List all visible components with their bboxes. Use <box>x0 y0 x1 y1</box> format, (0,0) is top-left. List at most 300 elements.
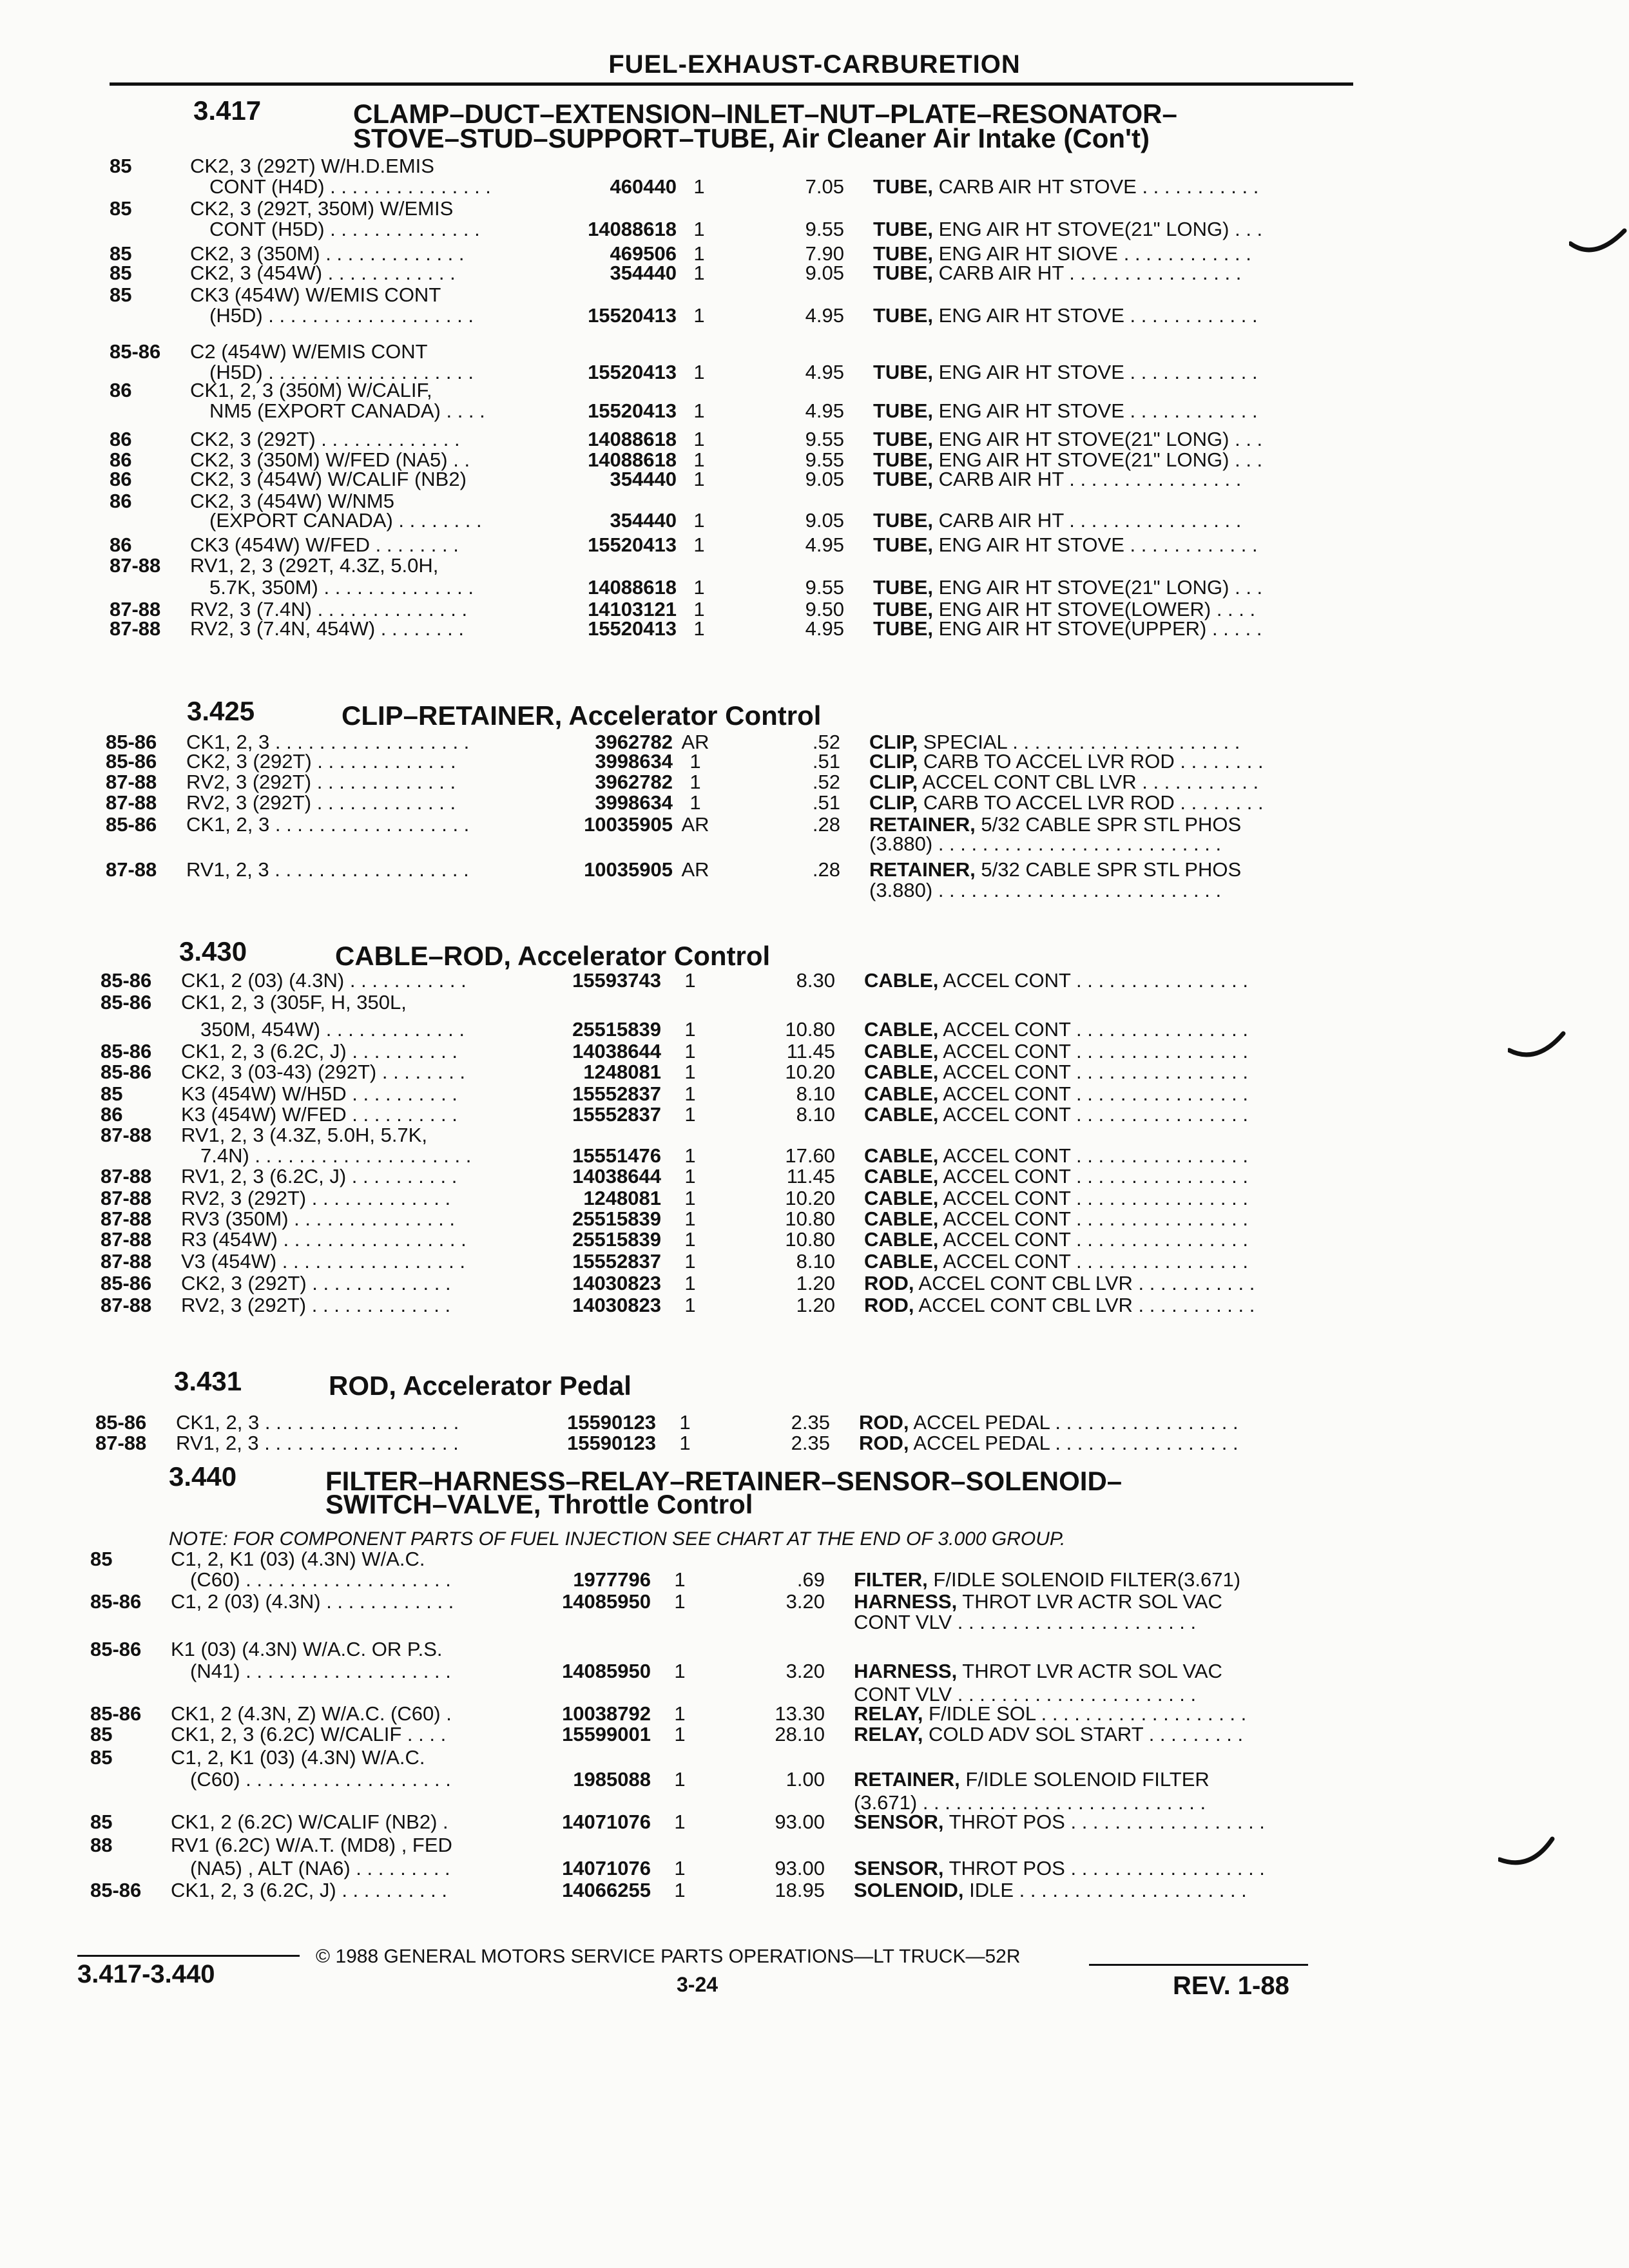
part-description-detail: ACCEL CONT . . . . . . . . . . . . . . . . <box>938 1250 1248 1273</box>
model-application: RV1, 2, 3 (6.2C, J) . . . . . . . . . . <box>181 1165 458 1187</box>
model-application: RV1 (6.2C) W/A.T. (MD8) , FED <box>171 1834 452 1856</box>
model-year: 87-88 <box>101 1124 152 1146</box>
price: 9.55 <box>805 448 844 471</box>
model-year: 85-86 <box>106 813 157 836</box>
part-description-noun: RETAINER, <box>854 1768 960 1791</box>
part-description-detail: ENG AIR HT STOVE(21" LONG) . . . <box>933 218 1263 240</box>
model-year: 85-86 <box>106 750 157 773</box>
model-application: 350M, 454W) . . . . . . . . . . . . . <box>200 1018 465 1041</box>
section-number: 3.431 <box>174 1366 242 1396</box>
part-description-detail: THROT POS . . . . . . . . . . . . . . . . . . <box>943 1811 1265 1833</box>
section-title: CABLE–ROD, Accelerator Control <box>335 941 771 971</box>
price: 7.90 <box>805 242 844 265</box>
model-application: CK1, 2 (6.2C) W/CALIF (NB2) . <box>171 1811 448 1833</box>
quantity: AR <box>681 731 709 753</box>
section-title: CLIP–RETAINER, Accelerator Control <box>342 700 822 731</box>
part-description-noun: TUBE, <box>873 304 933 327</box>
part-description-noun: TUBE, <box>873 617 933 640</box>
quantity: 1 <box>693 218 705 240</box>
model-application: K1 (03) (4.3N) W/A.C. OR P.S. <box>171 1638 443 1660</box>
part-description-detail: ACCEL CONT . . . . . . . . . . . . . . . . <box>938 1082 1248 1105</box>
part-description <box>859 1411 1239 1434</box>
quantity: 1 <box>684 1103 696 1126</box>
model-application: RV2, 3 (292T) . . . . . . . . . . . . . <box>181 1294 451 1316</box>
part-description-detail: CARB TO ACCEL LVR ROD . . . . . . . . <box>918 750 1264 773</box>
footer-copyright: © 1988 GENERAL MOTORS SERVICE PARTS OPERATIONS—LT TRUCK—52R <box>316 1946 1021 1967</box>
model-application: CK1, 2 (03) (4.3N) . . . . . . . . . . . <box>181 969 467 992</box>
quantity: 1 <box>693 175 705 198</box>
quantity: AR <box>681 813 709 836</box>
part-description-detail: CARB AIR HT . . . . . . . . . . . . . . . . <box>933 468 1242 490</box>
footer-rule-right <box>1089 1964 1308 1966</box>
model-application: CK2, 3 (350M) W/FED (NA5) . . <box>190 448 470 471</box>
price: 10.80 <box>785 1207 835 1230</box>
part-description-noun: TUBE, <box>873 218 933 240</box>
part-number: 14071076 <box>562 1857 651 1879</box>
part-description <box>864 1165 1248 1188</box>
quantity: 1 <box>684 1061 696 1083</box>
model-application: CK3 (454W) W/EMIS CONT <box>190 284 441 306</box>
part-description-noun: CLIP, <box>869 750 918 773</box>
part-description-detail: F/IDLE SOLENOID FILTER <box>959 1768 1210 1791</box>
part-description-detail: F/IDLE SOLENOID FILTER(3.671) <box>927 1568 1241 1591</box>
part-description <box>864 1207 1248 1231</box>
model-application: RV2, 3 (292T) . . . . . . . . . . . . . <box>186 771 456 793</box>
part-number: 1985088 <box>573 1768 651 1791</box>
part-description-noun: TUBE, <box>873 448 933 471</box>
model-year: 87-88 <box>101 1165 152 1187</box>
model-year: 87-88 <box>106 791 157 814</box>
part-number: 15520413 <box>588 533 677 556</box>
price: .28 <box>812 813 840 836</box>
quantity: 1 <box>693 576 705 599</box>
part-number: 354440 <box>610 262 677 284</box>
price: .69 <box>796 1568 825 1591</box>
price: 8.10 <box>796 1082 835 1105</box>
part-description-noun: TUBE, <box>873 533 933 556</box>
part-number: 3998634 <box>595 750 673 773</box>
price: 28.10 <box>775 1723 825 1745</box>
quantity: 1 <box>679 1411 691 1434</box>
part-description-detail: ACCEL CONT CBL LVR . . . . . . . . . . . <box>918 771 1259 793</box>
part-description-detail: ACCEL CONT . . . . . . . . . . . . . . . . <box>938 1165 1248 1187</box>
quantity: 1 <box>693 242 705 265</box>
model-year: 85 <box>110 284 132 306</box>
part-description-noun: HARNESS, <box>854 1660 958 1682</box>
quantity: 1 <box>684 1187 696 1209</box>
price: 4.95 <box>805 399 844 422</box>
part-description <box>864 1040 1248 1063</box>
price: 4.95 <box>805 617 844 640</box>
model-year: 85-86 <box>106 731 157 753</box>
price: 9.55 <box>805 576 844 599</box>
part-description <box>854 1811 1265 1834</box>
part-number: 14030823 <box>572 1294 661 1316</box>
part-description-detail: CARB AIR HT . . . . . . . . . . . . . . . . <box>933 262 1242 284</box>
section-note: NOTE: FOR COMPONENT PARTS OF FUEL INJECTION SEE CHART AT THE END OF 3.000 GROUP. <box>169 1528 1066 1550</box>
part-description <box>854 1857 1265 1880</box>
price: .51 <box>812 791 840 814</box>
part-description <box>873 428 1262 451</box>
price: 8.10 <box>796 1103 835 1126</box>
price: 2.35 <box>791 1432 830 1454</box>
part-description-detail: THROT LVR ACTR SOL VAC <box>957 1590 1222 1613</box>
part-description-detail: ENG AIR HT STOVE . . . . . . . . . . . . <box>933 304 1258 327</box>
part-description-noun: CABLE, <box>864 1103 939 1126</box>
part-description <box>864 1228 1248 1251</box>
checkmark-icon <box>1569 226 1627 264</box>
model-application: CK1, 2, 3 . . . . . . . . . . . . . . . . . . <box>176 1411 459 1434</box>
part-description-noun: FILTER, <box>854 1568 928 1591</box>
part-description <box>869 791 1264 814</box>
model-application: C1, 2, K1 (03) (4.3N) W/A.C. <box>171 1746 425 1769</box>
model-application: CK2, 3 (292T, 350M) W/EMIS <box>190 197 454 220</box>
quantity: 1 <box>684 1040 696 1062</box>
part-number: 15593743 <box>572 969 661 992</box>
checkmark-icon <box>1498 1836 1556 1875</box>
part-description <box>864 1187 1248 1210</box>
section-title: ROD, Accelerator Pedal <box>329 1370 631 1401</box>
price: 1.00 <box>786 1768 825 1791</box>
model-year: 85 <box>110 197 132 220</box>
model-year: 86 <box>110 468 132 490</box>
part-description-noun: RELAY, <box>854 1723 923 1745</box>
part-description <box>864 1061 1248 1084</box>
quantity: 1 <box>693 262 705 284</box>
model-application: RV2, 3 (7.4N) . . . . . . . . . . . . . . <box>190 598 468 620</box>
model-application: RV2, 3 (7.4N, 454W) . . . . . . . . <box>190 617 464 640</box>
quantity: 1 <box>689 791 701 814</box>
model-year: 85 <box>110 155 132 177</box>
part-description-detail: ACCEL CONT . . . . . . . . . . . . . . . . <box>938 1061 1248 1083</box>
model-application: CK2, 3 (292T) . . . . . . . . . . . . . <box>186 750 456 773</box>
price: 8.10 <box>796 1250 835 1273</box>
part-description-noun: CABLE, <box>864 969 939 992</box>
part-description <box>873 361 1258 384</box>
model-application: CK1, 2 (4.3N, Z) W/A.C. (C60) . <box>171 1702 452 1725</box>
part-description-detail: ENG AIR HT STOVE(UPPER) . . . . . <box>933 617 1262 640</box>
price: 8.30 <box>796 969 835 992</box>
part-description <box>873 468 1241 491</box>
model-year: 85 <box>110 242 132 265</box>
model-year: 87-88 <box>106 771 157 793</box>
model-year: 85-86 <box>90 1879 142 1901</box>
part-number: 14085950 <box>562 1660 651 1682</box>
model-year: 85 <box>101 1082 123 1105</box>
part-description <box>873 175 1258 198</box>
price: 4.95 <box>805 304 844 327</box>
section-title: STOVE–STUD–SUPPORT–TUBE, Air Cleaner Air Intake (Con't) <box>353 123 1150 153</box>
part-number: 14088618 <box>588 576 677 599</box>
part-description <box>869 750 1264 773</box>
quantity: 1 <box>693 428 705 450</box>
part-description <box>864 1144 1248 1168</box>
part-description-noun: CABLE, <box>864 1018 939 1041</box>
model-year: 86 <box>110 533 132 556</box>
part-description-noun: TUBE, <box>873 399 933 422</box>
part-description-detail: ENG AIR HT STOVE . . . . . . . . . . . . <box>933 533 1258 556</box>
model-year: 86 <box>110 428 132 450</box>
model-application: CK2, 3 (350M) . . . . . . . . . . . . . <box>190 242 465 265</box>
part-description-detail: CARB AIR HT . . . . . . . . . . . . . . . . <box>933 509 1242 532</box>
part-number: 1248081 <box>583 1187 661 1209</box>
model-application: NM5 (EXPORT CANADA) . . . . <box>209 399 485 422</box>
model-application: CK2, 3 (454W) W/CALIF (NB2) <box>190 468 467 490</box>
price: 11.45 <box>786 1165 835 1187</box>
part-description <box>864 1082 1248 1106</box>
part-description <box>873 509 1241 532</box>
part-description <box>859 1432 1239 1455</box>
price: .51 <box>812 750 840 773</box>
footer-page-number: 3-24 <box>677 1973 718 1996</box>
part-description-detail: ENG AIR HT STOVE(21" LONG) . . . <box>933 428 1263 450</box>
part-description-detail: ACCEL CONT . . . . . . . . . . . . . . . . <box>938 1103 1248 1126</box>
part-number: 10038792 <box>562 1702 651 1725</box>
part-description-detail: ACCEL CONT . . . . . . . . . . . . . . . . <box>938 1228 1248 1251</box>
quantity: 1 <box>684 1165 696 1187</box>
footer-rule-left <box>77 1955 300 1957</box>
part-description-noun: TUBE, <box>873 361 933 383</box>
part-number: 14030823 <box>572 1272 661 1294</box>
part-description-noun: TUBE, <box>873 598 933 620</box>
part-description-detail: ACCEL CONT CBL LVR . . . . . . . . . . . <box>914 1294 1255 1316</box>
part-description-noun: RETAINER, <box>869 858 976 881</box>
price: .52 <box>812 731 840 753</box>
part-description-detail: ACCEL CONT . . . . . . . . . . . . . . . . <box>938 969 1248 992</box>
part-description-noun: TUBE, <box>873 468 933 490</box>
model-application: K3 (454W) W/FED . . . . . . . . . . <box>181 1103 458 1126</box>
part-number: 3962782 <box>595 771 673 793</box>
part-description <box>854 1568 1240 1591</box>
part-number: 14071076 <box>562 1811 651 1833</box>
model-year: 85-86 <box>101 991 152 1014</box>
price: 9.05 <box>805 262 844 284</box>
model-application: RV1, 2, 3 (292T, 4.3Z, 5.0H, <box>190 554 439 577</box>
model-application: (H5D) . . . . . . . . . . . . . . . . . . . <box>209 304 474 327</box>
price: 9.50 <box>805 598 844 620</box>
quantity: 1 <box>693 304 705 327</box>
part-description-noun: CABLE, <box>864 1187 939 1209</box>
model-application: (C60) . . . . . . . . . . . . . . . . . . . <box>190 1768 451 1791</box>
part-description <box>864 1250 1248 1273</box>
quantity: 1 <box>684 1272 696 1294</box>
part-description-detail: (3.880) . . . . . . . . . . . . . . . . . . . . . . . . . . <box>869 832 1222 855</box>
model-year: 87-88 <box>101 1250 152 1273</box>
part-number: 1248081 <box>583 1061 661 1083</box>
section-number: 3.417 <box>193 95 262 126</box>
part-description-detail: F/IDLE SOL . . . . . . . . . . . . . . . . . . . <box>923 1702 1247 1725</box>
model-application: C2 (454W) W/EMIS CONT <box>190 340 428 363</box>
part-description-detail: THROT LVR ACTR SOL VAC <box>957 1660 1222 1682</box>
price: 3.20 <box>786 1660 825 1682</box>
part-description-detail: ACCEL CONT . . . . . . . . . . . . . . . . <box>938 1144 1248 1167</box>
model-year: 87-88 <box>110 617 161 640</box>
price: .52 <box>812 771 840 793</box>
part-description-noun: TUBE, <box>873 242 933 265</box>
part-description <box>869 879 1221 902</box>
part-description-detail: COLD ADV SOL START . . . . . . . . . <box>923 1723 1244 1745</box>
part-description <box>854 1611 1196 1634</box>
model-year: 86 <box>110 448 132 471</box>
price: 93.00 <box>775 1811 825 1833</box>
model-application: (C60) . . . . . . . . . . . . . . . . . . . <box>190 1568 451 1591</box>
quantity: 1 <box>693 361 705 383</box>
model-application: RV2, 3 (292T) . . . . . . . . . . . . . <box>186 791 456 814</box>
quantity: 1 <box>674 1568 686 1591</box>
part-description-detail: ENG AIR HT STOVE(LOWER) . . . . <box>933 598 1256 620</box>
part-description-noun: TUBE, <box>873 428 933 450</box>
part-description-noun: CABLE, <box>864 1040 939 1062</box>
part-description <box>873 218 1262 241</box>
part-description-noun: CABLE, <box>864 1061 939 1083</box>
part-description-detail: ENG AIR HT SIOVE . . . . . . . . . . . . <box>933 242 1251 265</box>
model-application: V3 (454W) . . . . . . . . . . . . . . . . . <box>181 1250 465 1273</box>
part-description-detail: ACCEL CONT . . . . . . . . . . . . . . . . <box>938 1187 1248 1209</box>
part-description <box>864 1294 1255 1317</box>
section-number: 3.425 <box>187 696 255 726</box>
part-description-noun: CLIP, <box>869 771 918 793</box>
price: 9.55 <box>805 428 844 450</box>
model-application: CK1, 2, 3 (6.2C, J) . . . . . . . . . . <box>181 1040 458 1062</box>
quantity: 1 <box>693 598 705 620</box>
quantity: 1 <box>684 1250 696 1273</box>
part-description <box>864 969 1248 992</box>
model-year: 85-86 <box>90 1638 142 1660</box>
quantity: 1 <box>684 1294 696 1316</box>
model-year: 87-88 <box>106 858 157 881</box>
model-application: RV1, 2, 3 . . . . . . . . . . . . . . . . . . <box>186 858 469 881</box>
model-year: 85-86 <box>95 1411 147 1434</box>
model-application: CK1, 2, 3 (305F, H, 350L, <box>181 991 407 1014</box>
model-application: (EXPORT CANADA) . . . . . . . . <box>209 509 482 532</box>
quantity: 1 <box>693 448 705 471</box>
part-number: 15590123 <box>567 1432 656 1454</box>
model-application: CK2, 3 (454W) W/NM5 <box>190 490 394 512</box>
price: 13.30 <box>775 1702 825 1725</box>
part-number: 14038644 <box>572 1040 661 1062</box>
quantity: 1 <box>693 509 705 532</box>
part-number: 15520413 <box>588 361 677 383</box>
part-description-detail: ACCEL CONT . . . . . . . . . . . . . . . . <box>938 1207 1248 1230</box>
part-description-detail: ACCEL PEDAL . . . . . . . . . . . . . . . . . <box>909 1432 1239 1454</box>
part-description-detail: ENG AIR HT STOVE . . . . . . . . . . . . <box>933 361 1258 383</box>
part-description-detail: 5/32 CABLE SPR STL PHOS <box>975 813 1242 836</box>
part-description-detail: (3.880) . . . . . . . . . . . . . . . . . . . . . . . . . . <box>869 879 1222 901</box>
quantity: 1 <box>684 1207 696 1230</box>
part-description <box>869 771 1258 794</box>
price: 1.20 <box>796 1272 835 1294</box>
quantity: AR <box>681 858 709 881</box>
part-number: 15520413 <box>588 617 677 640</box>
model-year: 87-88 <box>110 554 161 577</box>
part-description-noun: SENSOR, <box>854 1857 944 1879</box>
model-year: 86 <box>101 1103 123 1126</box>
quantity: 1 <box>684 1144 696 1167</box>
part-description-detail: CARB AIR HT STOVE . . . . . . . . . . . <box>933 175 1259 198</box>
part-number: 15520413 <box>588 399 677 422</box>
model-application: CK1, 2, 3 (6.2C, J) . . . . . . . . . . <box>171 1879 447 1901</box>
part-description-detail: 5/32 CABLE SPR STL PHOS <box>975 858 1242 881</box>
part-description-noun: CLIP, <box>869 791 918 814</box>
price: 18.95 <box>775 1879 825 1901</box>
part-description-noun: CABLE, <box>864 1250 939 1273</box>
quantity: 1 <box>674 1768 686 1791</box>
model-application: K3 (454W) W/H5D . . . . . . . . . . <box>181 1082 458 1105</box>
model-application: CK1, 2, 3 (350M) W/CALIF, <box>190 379 432 401</box>
part-number: 15551476 <box>572 1144 661 1167</box>
model-year: 85 <box>90 1548 113 1570</box>
part-description <box>854 1723 1243 1746</box>
price: 10.80 <box>785 1228 835 1251</box>
price: 4.95 <box>805 533 844 556</box>
model-application: CONT (H5D) . . . . . . . . . . . . . . <box>209 218 480 240</box>
model-year: 85-86 <box>101 1272 152 1294</box>
part-number: 3998634 <box>595 791 673 814</box>
part-description-detail: SPECIAL . . . . . . . . . . . . . . . . . . . . . <box>918 731 1240 753</box>
price: 1.20 <box>796 1294 835 1316</box>
part-description-noun: SOLENOID, <box>854 1879 964 1901</box>
part-description <box>864 1272 1255 1295</box>
part-description-noun: CLIP, <box>869 731 918 753</box>
part-description-noun: CABLE, <box>864 1082 939 1105</box>
model-application: (NA5) , ALT (NA6) . . . . . . . . . <box>190 1857 450 1879</box>
quantity: 1 <box>689 771 701 793</box>
model-application: CK1, 2, 3 . . . . . . . . . . . . . . . . . . <box>186 813 470 836</box>
part-number: 14088618 <box>588 428 677 450</box>
section-title: CLAMP–DUCT–EXTENSION–INLET–NUT–PLATE–RESONATOR– <box>353 99 1177 129</box>
part-description-noun: TUBE, <box>873 576 933 599</box>
model-application: R3 (454W) . . . . . . . . . . . . . . . . . <box>181 1228 467 1251</box>
model-year: 85-86 <box>101 1040 152 1062</box>
quantity: 1 <box>684 1018 696 1041</box>
price: 93.00 <box>775 1857 825 1879</box>
model-application: (H5D) . . . . . . . . . . . . . . . . . . . <box>209 361 474 383</box>
model-application: 7.4N) . . . . . . . . . . . . . . . . . . . . <box>200 1144 472 1167</box>
model-application: CK2, 3 (292T) W/H.D.EMIS <box>190 155 434 177</box>
model-year: 85-86 <box>110 340 161 363</box>
part-description-noun: RELAY, <box>854 1702 923 1725</box>
quantity: 1 <box>693 533 705 556</box>
quantity: 1 <box>689 750 701 773</box>
part-description-noun: ROD, <box>864 1272 914 1294</box>
part-description <box>873 576 1262 599</box>
part-description <box>869 832 1221 856</box>
model-application: CONT (H4D) . . . . . . . . . . . . . . . <box>209 175 491 198</box>
model-application: CK1, 2, 3 . . . . . . . . . . . . . . . . . . <box>186 731 470 753</box>
part-number: 15552837 <box>572 1082 661 1105</box>
part-description-detail: THROT POS . . . . . . . . . . . . . . . . . . <box>943 1857 1265 1879</box>
part-description <box>854 1590 1222 1613</box>
part-description-noun: CABLE, <box>864 1144 939 1167</box>
checkmark-icon <box>1508 1031 1566 1070</box>
part-description <box>864 1018 1248 1041</box>
model-application: CK2, 3 (292T) . . . . . . . . . . . . . <box>190 428 460 450</box>
model-year: 85 <box>90 1746 113 1769</box>
model-application: CK2, 3 (292T) . . . . . . . . . . . . . <box>181 1272 451 1294</box>
part-number: 460440 <box>610 175 677 198</box>
part-description-detail: CARB TO ACCEL LVR ROD . . . . . . . . <box>918 791 1264 814</box>
part-description-detail: IDLE . . . . . . . . . . . . . . . . . . . . . <box>963 1879 1247 1901</box>
model-year: 87-88 <box>101 1228 152 1251</box>
quantity: 1 <box>674 1590 686 1613</box>
section-number: 3.430 <box>179 936 247 966</box>
model-application: RV1, 2, 3 . . . . . . . . . . . . . . . . . . <box>176 1432 459 1454</box>
part-description-noun: CABLE, <box>864 1165 939 1187</box>
price: 2.35 <box>791 1411 830 1434</box>
section-title: FILTER–HARNESS–RELAY–RETAINER–SENSOR–SOLENOID– <box>325 1466 1123 1496</box>
quantity: 1 <box>674 1723 686 1745</box>
quantity: 1 <box>674 1660 686 1682</box>
